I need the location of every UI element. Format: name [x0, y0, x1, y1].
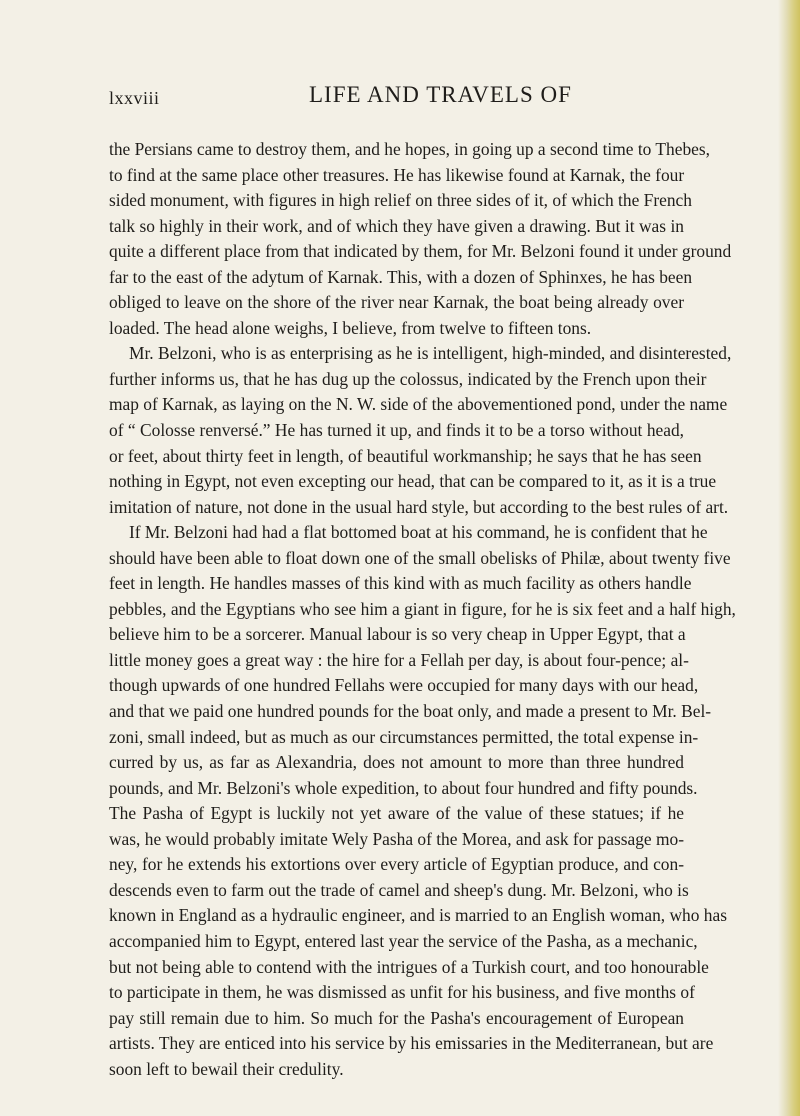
text-line: soon left to bewail their credulity. [109, 1058, 344, 1079]
text-line: imitation of nature, not done in the usual hard style, but according to the best rules of art. [109, 496, 729, 517]
text-line: little money goes a great way : the hire for a Fellah per day, is about four-pence; al- [109, 649, 689, 670]
text-line: though upwards of one hundred Fellahs were occupied for many days with our head, [109, 675, 699, 696]
text-line: should have been able to float down one of the small obelisks of Philæ, about twenty five [109, 547, 731, 568]
text-line: loaded. The head alone weighs, I believe, from twelve to fifteen tons. [109, 317, 592, 338]
running-title: LIFE AND TRAVELS OF [309, 82, 572, 107]
text-line: ney, for he extends his extortions over every article of Egyptian produce, and con- [109, 854, 684, 875]
page-edge [778, 0, 800, 1116]
text-line: The Pasha of Egypt is luckily not yet aware of the value of these statues; if he [109, 803, 684, 824]
text-line: pay still remain due to him. So much for the Pasha's encouragement of European [109, 1007, 684, 1028]
text-line: or feet, about thirty feet in length, of beautiful workmanship; he says that he has seen [109, 445, 702, 466]
text-line: of “ Colosse renversé.” He has turned it up, and finds it to be a torso without head, [109, 420, 684, 441]
page-header [109, 82, 679, 112]
text-line: but not being able to contend with the intrigues of a Turkish court, and too honourable [109, 956, 709, 977]
text-line: the Persians came to destroy them, and he hopes, in going up a second time to Thebes, [109, 139, 710, 159]
body-text [109, 137, 736, 1082]
text-line: accompanied him to Egypt, entered last year the service of the Pasha, as a mechanic, [109, 930, 698, 951]
text-line: and that we paid one hundred pounds for the boat only, and made a present to Mr. Bel- [109, 701, 712, 722]
text-line: map of Karnak, as laying on the N. W. side of the abovementioned pond, under the name [109, 394, 728, 415]
text-line: pebbles, and the Egyptians who see him a giant in figure, for he is six feet and a half high, [109, 598, 736, 619]
text-line: Mr. Belzoni, who is as enterprising as he is intelligent, high-minded, and disinterested, [129, 343, 732, 364]
text-line: talk so highly in their work, and of which they have given a drawing. But it was in [109, 215, 684, 236]
text-line: was, he would probably imitate Wely Pasha of the Morea, and ask for passage mo- [109, 828, 684, 849]
text-line: artists. They are enticed into his service by his emissaries in the Mediterranean, but are [109, 1033, 714, 1054]
text-line: believe him to be a sorcerer. Manual labour is so very cheap in Upper Egypt, that a [109, 624, 686, 645]
text-line: known in England as a hydraulic engineer, and is married to an English woman, who has [109, 905, 727, 926]
text-line: If Mr. Belzoni had had a flat bottomed boat at his command, he is confident that he [129, 522, 708, 543]
text-line: pounds, and Mr. Belzoni's whole expedition, to about four hundred and fifty pounds. [109, 777, 698, 798]
text-line: curred by us, as far as Alexandria, does not amount to more than three hundred [109, 752, 684, 773]
text-line: to participate in them, he was dismissed as unfit for his business, and five months of [109, 982, 695, 1003]
text-line: descends even to farm out the trade of camel and sheep's dung. Mr. Belzoni, who is [109, 879, 689, 900]
text-line: further informs us, that he has dug up the colossus, indicated by the French upon their [109, 368, 707, 389]
text-line: quite a different place from that indicated by them, for Mr. Belzoni found it under ground [109, 241, 732, 262]
text-line: zoni, small indeed, but as much as our circumstances permitted, the total expense in- [109, 726, 699, 747]
text-line: to find at the same place other treasures. He has likewise found at Karnak, the four [109, 164, 685, 185]
page-number: lxxviii [109, 88, 160, 108]
text-line: feet in length. He handles masses of this kind with as much facility as others handle [109, 573, 692, 594]
text-line: nothing in Egypt, not even excepting our head, that can be compared to it, as it is a true [109, 471, 717, 492]
text-line: obliged to leave on the shore of the river near Karnak, the boat being already over [109, 292, 684, 313]
text-line: sided monument, with figures in high relief on three sides of it, of which the French [109, 190, 692, 211]
text-line: far to the east of the adytum of Karnak. This, with a dozen of Sphinxes, he has been [109, 266, 693, 287]
